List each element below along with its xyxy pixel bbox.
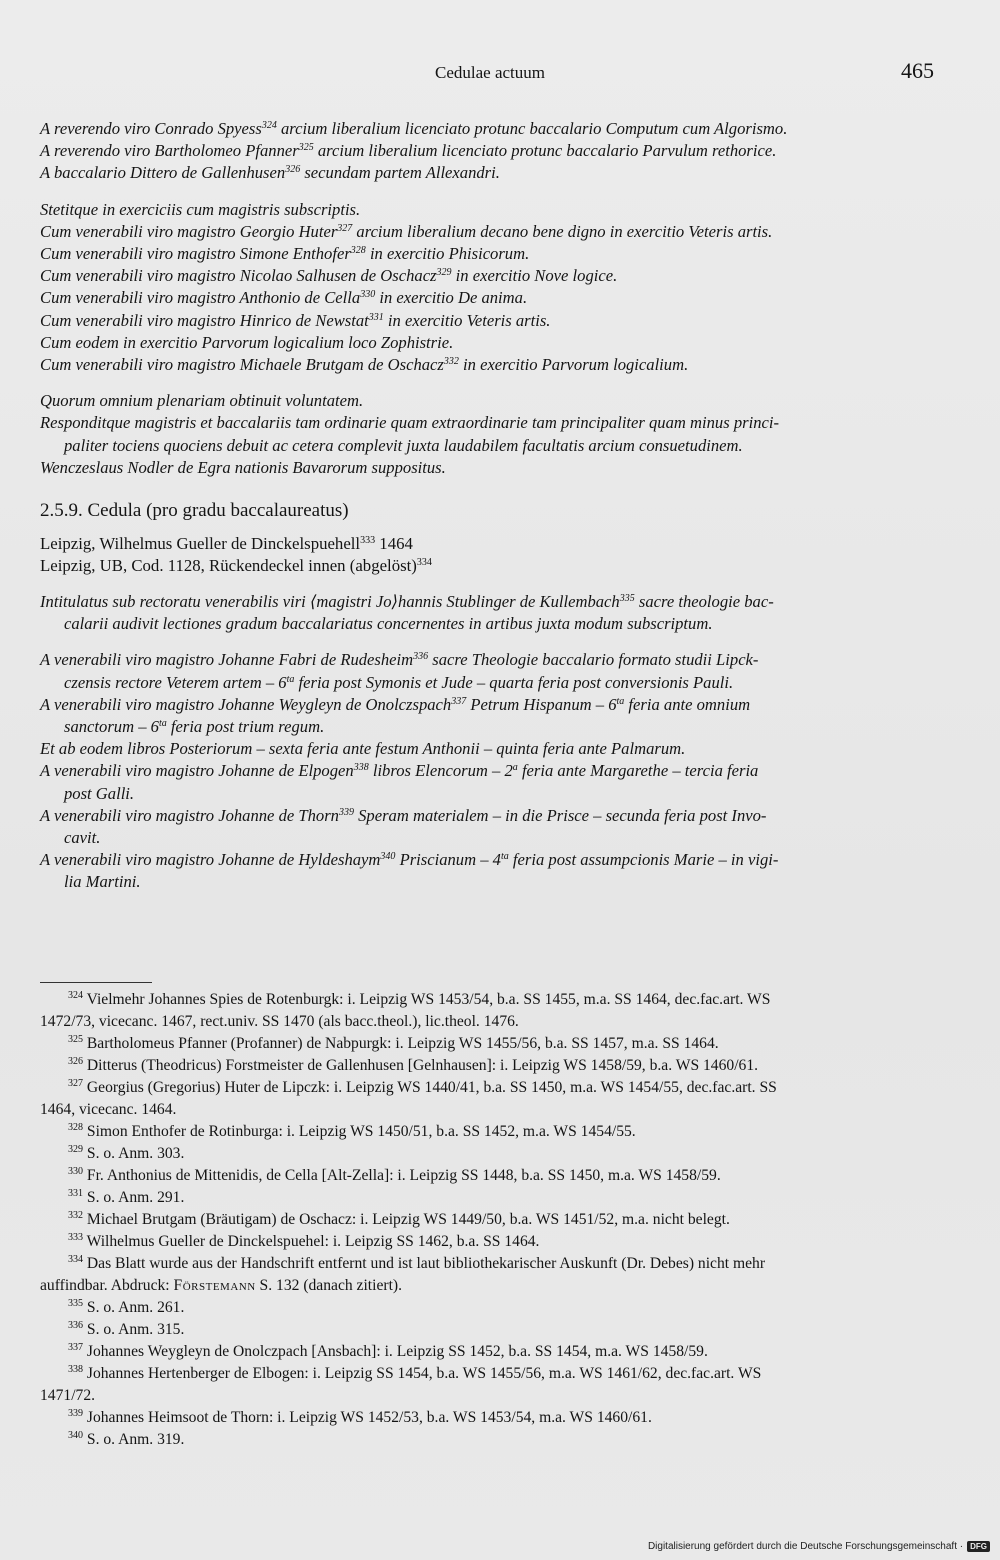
footnote: $^{334}$ Das Blatt wurde aus der Handschrift entfernt und ist laut bibliothekarischer Auskunft (Dr. Debes) nicht mehr auffindbar. Abdruck: Förstemann S. 132 (danach zitiert). [40,1254,766,1294]
lecture-line: Et ab eodem libros Posteriorum – sexta feria ante festum Anthonii – quinta feria ante Palmarum. [40,739,686,759]
lectures-block [40,649,940,893]
source-block [40,533,940,577]
closing-line: Quorum omnium plenariam obtinuit voluntatem. [40,391,364,411]
footnote: $^{325}$ Bartholomeus Pfanner (Profanner) de Nabpurgk: i. Leipzig WS 1455/56, b.a. SS 1457, m.a. SS 1464. [68,1034,719,1052]
footnote: $^{336}$ S. o. Anm. 315. [68,1320,185,1338]
footnote: $^{326}$ Ditterus (Theodricus) Forstmeister de Gallenhusen [Gelnhausen]: i. Leipzig WS 1458/59, b.a. WS 1460/61. [68,1056,759,1074]
exercise-line: Cum venerabili viro magistro Anthonio de Cella$^{330}$ in exercitio De anima. [40,288,528,308]
footnote: $^{328}$ Simon Enthofer de Rotinburga: i. Leipzig WS 1450/51, b.a. SS 1452, m.a. WS 1454/55. [68,1122,636,1140]
closing-line: Wenczeslaus Nodler de Egra nationis Bavarorum suppositus. [40,457,446,477]
intro-block [40,118,940,185]
exercise-line: Cum venerabili viro magistro Georgio Huter$^{327}$ arcium liberalium decano bene digno in exercitio Veteris artis. [40,221,773,241]
footnote: $^{330}$ Fr. Anthonius de Mittenidis, de Cella [Alt-Zella]: i. Leipzig SS 1448, b.a. SS 1450, m.a. WS 1458/59. [68,1166,721,1184]
exercise-line: Stetitque in exerciciis cum magistris subscriptis. [40,199,361,219]
lecture-line: A venerabili viro magistro Johanne de Thorn$^{339}$ Speram materialem – in die Prisce – secunda feria post Invo- [40,805,767,825]
footnote: $^{338}$ Johannes Hertenberger de Elbogen: i. Leipzig SS 1454, b.a. WS 1455/56, m.a. WS 1461/62, dec.fac.art. WS 1471/72. [40,1364,762,1404]
intro-line: A reverendo viro Bartholomeo Pfanner$^{325}$ arcium liberalium licenciato protunc baccalario Parvulum rethorice. [40,141,777,161]
lecture-line: sanctorum – $6^{ta}$ feria post trium regum. [64,717,325,737]
dfg-logo-icon: DFG [967,1541,990,1552]
exercise-block [40,199,940,377]
exercise-line: Cum venerabili viro magistro Simone Enthofer$^{328}$ in exercitio Phisicorum. [40,244,530,264]
section-title: 2.5.9. Cedula (pro gradu baccalaureatus) [40,500,349,522]
exercise-line: Cum venerabili viro magistro Michaele Brutgam de Oschacz$^{332}$ in exercitio Parvorum logicalium. [40,355,689,375]
closing-line: paliter tociens quociens debuit ac cetera complevit juxta laudabilem facultatis arcium consuetudinem. [64,435,743,455]
lecture-line: A venerabili viro magistro Johanne de Hyldeshaym$^{340}$ Priscianum – $4^{ta}$ feria post assumpcionis Marie – in vigi- [40,850,779,870]
lecture-line: A venerabili viro magistro Johanne Weygleyn de Onolczspach$^{337}$ Petrum Hispanum – $6^{ta}$ feria ante omnium [40,694,751,714]
page-header [40,58,940,88]
footnotes [40,982,940,1451]
footnote: $^{327}$ Georgius (Gregorius) Huter de Lipczk: i. Leipzig WS 1440/41, b.a. SS 1450, m.a. WS 1454/55, dec.fac.art. SS 1464, vicecanc. 1464. [40,1078,777,1118]
lecture-line: cavit. [64,828,101,848]
source-line: Leipzig, UB, Cod. 1128, Rückendeckel innen (abgelöst)$^{334}$ [40,556,432,576]
main-text [40,118,940,894]
intitulatus-block [40,591,940,635]
credit-text: Digitalisierung gefördert durch die Deutsche Forschungsgemeinschaft · [647,1541,964,1552]
running-title: Cedulae actuum [435,63,545,82]
lecture-line: post Galli. [64,783,135,803]
lecture-line: A venerabili viro magistro Johanne de Elpogen$^{338}$ libros Elencorum – 2$^a$ feria ante Margarethe – tercia feria [40,761,759,781]
exercise-line: Cum venerabili viro magistro Hinrico de Newstat$^{331}$ in exercitio Veteris artis. [40,310,551,330]
closing-line: Responditque magistris et baccalariis tam ordinarie quam extraordinarie tam principaliter quam minus princi- [40,413,779,433]
footnote: $^{333}$ Wilhelmus Gueller de Dinckelspuehel: i. Leipzig SS 1462, b.a. SS 1464. [68,1232,540,1250]
intitulatus-line: calarii audivit lectiones gradum baccalariatus concernentes in artibus juxta modum subscriptum. [64,614,713,634]
closing-block [40,390,940,479]
footnote: $^{332}$ Michael Brutgam (Bräutigam) de Oschacz: i. Leipzig WS 1449/50, b.a. WS 1451/52, m.a. nicht belegt. [68,1210,730,1228]
footnote: $^{329}$ S. o. Anm. 303. [68,1144,185,1162]
footnote: $^{335}$ S. o. Anm. 261. [68,1298,185,1316]
lecture-line: czensis rectore Veterem artem – $6^{ta}$ feria post Symonis et Jude – quarta feria post conversionis Pauli. [64,672,734,692]
intitulatus-line: Intitulatus sub rectoratu venerabilis viri ⟨magistri Jo⟩hannis Stublinger de Kullembach$^{335}$ sacre theologie bac- [40,592,774,612]
footnote-rule [40,982,152,983]
intro-line: A baccalario Dittero de Gallenhusen$^{326}$ secundam partem Allexandri. [40,163,500,183]
page-number: 465 [901,58,934,83]
lecture-line: lia Martini. [64,872,141,892]
footnote: $^{324}$ Vielmehr Johannes Spies de Rotenburgk: i. Leipzig WS 1453/54, b.a. SS 1455, m.a. SS 1464, dec.fac.art. WS 1472/73, vicecanc. 1467, rect.univ. SS 1470 (als bacc.theol.), lic.theol. 1476. [40,990,771,1030]
footnote: $^{340}$ S. o. Anm. 319. [68,1430,185,1448]
exercise-line: Cum eodem in exercitio Parvorum logicalium loco Zophistrie. [40,332,454,352]
footnote: $^{339}$ Johannes Heimsoot de Thorn: i. Leipzig WS 1452/53, b.a. WS 1453/54, m.a. WS 1460/61. [68,1408,652,1426]
footnote: $^{337}$ Johannes Weygleyn de Onolczpach [Ansbach]: i. Leipzig SS 1452, b.a. SS 1454, m.a. WS 1458/59. [68,1342,708,1360]
footnote: $^{331}$ S. o. Anm. 291. [68,1188,185,1206]
digitization-credit [648,1541,990,1552]
lecture-line: A venerabili viro magistro Johanne Fabri de Rudesheim$^{336}$ sacre Theologie baccalario formato studii Lipck- [40,650,759,670]
source-line: Leipzig, Wilhelmus Gueller de Dinckelspuehell$^{333}$ 1464 [40,534,413,554]
intro-line: A reverendo viro Conrado Spyess$^{324}$ arcium liberalium licenciato protunc baccalario Computum cum Algorismo. [40,119,788,138]
exercise-line: Cum venerabili viro magistro Nicolao Salhusen de Oschacz$^{329}$ in exercitio Nove logice. [40,266,618,286]
